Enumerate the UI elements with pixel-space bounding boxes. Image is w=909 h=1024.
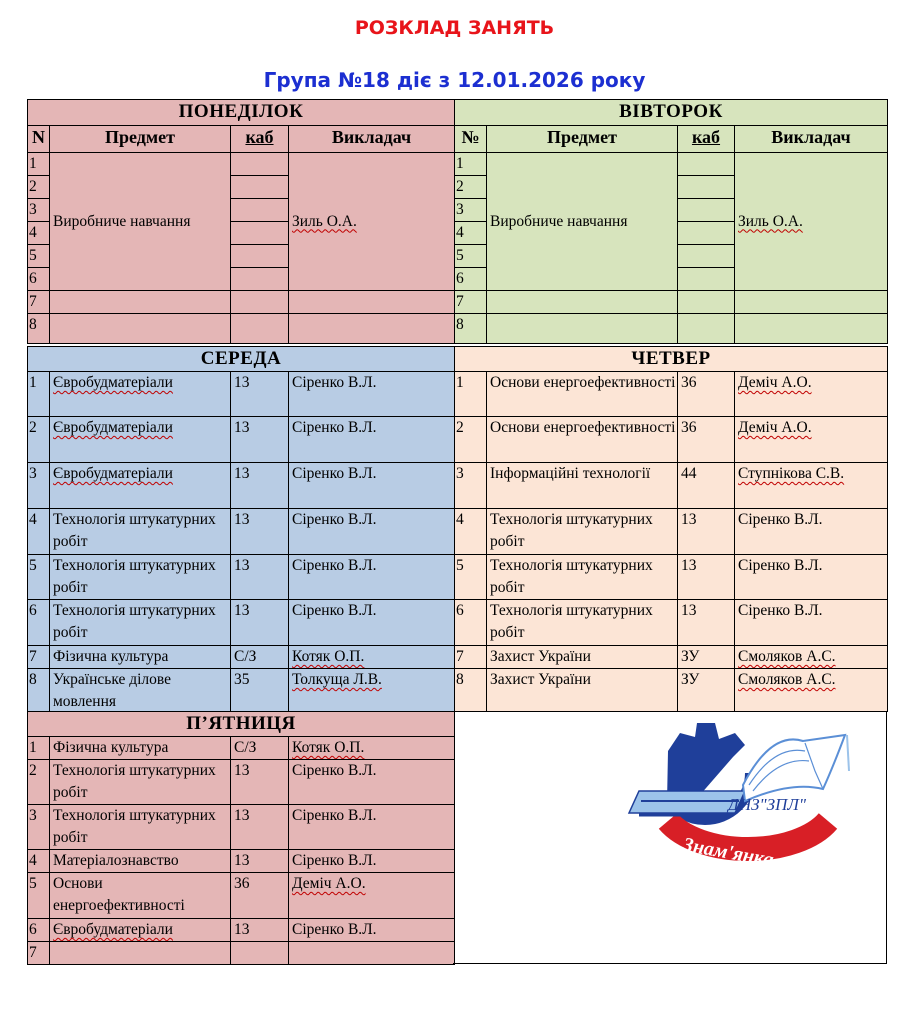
lesson-room: 13 [231, 850, 289, 873]
lesson-number: 8 [28, 669, 50, 714]
lesson-number: 6 [455, 600, 487, 646]
lesson-teacher: Сіренко В.Л. [289, 555, 455, 600]
lesson-teacher: Сіренко В.Л. [289, 509, 455, 555]
wednesday-table [27, 346, 455, 714]
lesson-number: 3 [28, 463, 50, 509]
lesson-subject: Євробудматеріали [50, 463, 231, 509]
lesson-room [678, 176, 735, 199]
lesson-room: 36 [231, 873, 289, 919]
lesson-room: 36 [678, 372, 735, 417]
school-logo [453, 711, 887, 964]
lesson-number: 7 [455, 291, 487, 314]
lesson-number: 4 [455, 222, 487, 245]
lesson-number: 4 [28, 222, 50, 245]
lesson-subject: Євробудматеріали [50, 372, 231, 417]
lesson-room [231, 176, 289, 199]
lesson-number: 7 [28, 646, 50, 669]
lesson-room: 13 [231, 417, 289, 463]
lesson-room: 13 [678, 600, 735, 646]
col-num-header: N [28, 126, 50, 153]
lesson-room: 13 [231, 372, 289, 417]
lesson-number: 6 [28, 268, 50, 291]
tuesday-table [454, 99, 888, 344]
lesson-room [678, 222, 735, 245]
lesson-teacher: Сіренко В.Л. [735, 600, 888, 646]
lesson-room: ЗУ [678, 669, 735, 712]
lesson-teacher: Сіренко В.Л. [289, 417, 455, 463]
lesson-subject: Основи енергоефективності [487, 372, 678, 417]
lesson-number: 1 [455, 372, 487, 417]
thursday-header: ЧЕТВЕР [455, 347, 888, 372]
lesson-subject: Українське ділове мовлення [50, 669, 231, 714]
lesson-subject: Виробниче навчання [487, 153, 678, 291]
tuesday-header: ВІВТОРОК [455, 100, 888, 126]
lesson-room: ЗУ [678, 646, 735, 669]
thursday-table [454, 346, 888, 712]
svg-text:Знам'янка: Знам'янка [681, 833, 776, 872]
ring-emblem [668, 821, 828, 871]
lesson-number: 2 [28, 176, 50, 199]
lesson-teacher: Сіренко В.Л. [289, 600, 455, 646]
lesson-number: 4 [28, 850, 50, 873]
lesson-subject: Захист України [487, 646, 678, 669]
lesson-subject: Євробудматеріали [50, 919, 231, 942]
lesson-room [678, 153, 735, 176]
lesson-number: 1 [455, 153, 487, 176]
lesson-room: 13 [231, 919, 289, 942]
lesson-room: 35 [231, 669, 289, 714]
lesson-teacher: Ступнікова С.В. [735, 463, 888, 509]
col-room-header: каб [231, 126, 289, 153]
lesson-teacher: Сіренко В.Л. [735, 509, 888, 555]
lesson-teacher: Сіренко В.Л. [289, 760, 455, 805]
lesson-teacher: Зиль О.А. [289, 153, 455, 291]
lesson-teacher: Зиль О.А. [735, 153, 888, 291]
lesson-subject: Захист України [487, 669, 678, 712]
lesson-room [231, 942, 289, 965]
lesson-subject [50, 942, 231, 965]
lesson-teacher: Смоляков А.С. [735, 646, 888, 669]
lesson-teacher: Сіренко В.Л. [289, 850, 455, 873]
lesson-number: 6 [28, 919, 50, 942]
col-subject-header: Предмет [487, 126, 678, 153]
lesson-subject: Основи енергоефективності [487, 417, 678, 463]
lesson-room: С/З [231, 737, 289, 760]
lesson-room: 13 [231, 463, 289, 509]
lesson-room: 13 [231, 600, 289, 646]
lesson-teacher: Сіренко В.Л. [289, 805, 455, 850]
lesson-room [231, 222, 289, 245]
lesson-subject: Технологія штукатурних робіт [487, 555, 678, 600]
lesson-subject: Технологія штукатурних робіт [50, 600, 231, 646]
monday-header: ПОНЕДІЛОК [28, 100, 455, 126]
book-icon [743, 735, 849, 801]
lesson-number: 2 [28, 760, 50, 805]
lesson-number: 3 [28, 805, 50, 850]
lesson-number: 3 [28, 199, 50, 222]
lesson-subject: Технологія штукатурних робіт [487, 509, 678, 555]
lesson-room [678, 245, 735, 268]
lesson-subject: Євробудматеріали [50, 417, 231, 463]
col-num-header: № [455, 126, 487, 153]
lesson-number: 7 [455, 646, 487, 669]
lesson-room: 13 [678, 509, 735, 555]
lesson-number: 4 [28, 509, 50, 555]
col-subject-header: Предмет [50, 126, 231, 153]
lesson-number: 1 [28, 372, 50, 417]
lesson-teacher: Деміч А.О. [735, 372, 888, 417]
lesson-number: 7 [28, 942, 50, 965]
lesson-subject: Інформаційні технології [487, 463, 678, 509]
lesson-room: С/З [231, 646, 289, 669]
lesson-number: 8 [455, 314, 487, 344]
lesson-number: 5 [28, 555, 50, 600]
friday-header: П’ЯТНИЦЯ [28, 712, 455, 737]
lesson-subject: Виробниче навчання [50, 153, 231, 291]
lesson-number: 4 [455, 509, 487, 555]
lesson-teacher: Деміч А.О. [735, 417, 888, 463]
lesson-room: 13 [231, 555, 289, 600]
lesson-room: 44 [678, 463, 735, 509]
page-title: РОЗКЛАД ЗАНЯТЬ [354, 17, 555, 39]
col-teacher-header: Викладач [289, 126, 455, 153]
lesson-room [678, 268, 735, 291]
lesson-number: 5 [455, 555, 487, 600]
lesson-room [231, 199, 289, 222]
lesson-number: 2 [455, 176, 487, 199]
lesson-room [231, 153, 289, 176]
lesson-subject: Технологія штукатурних робіт [50, 805, 231, 850]
lesson-subject: Технологія штукатурних робіт [50, 509, 231, 555]
lesson-subject: Технологія штукатурних робіт [487, 600, 678, 646]
lesson-number: 3 [455, 463, 487, 509]
lesson-subject: Технологія штукатурних робіт [50, 555, 231, 600]
lesson-number: 8 [455, 669, 487, 712]
lesson-room: 13 [231, 760, 289, 805]
lesson-teacher: Сіренко В.Л. [289, 372, 455, 417]
lesson-teacher: Сіренко В.Л. [289, 919, 455, 942]
wednesday-header: СЕРЕДА [28, 347, 455, 372]
lesson-subject: Матеріалознавство [50, 850, 231, 873]
lesson-subject: Технологія штукатурних робіт [50, 760, 231, 805]
lesson-teacher: Сіренко В.Л. [735, 555, 888, 600]
monday-table [27, 99, 455, 344]
lesson-teacher: Котяк О.П. [289, 737, 455, 760]
lesson-subject: Фізична культура [50, 737, 231, 760]
lesson-number: 1 [28, 737, 50, 760]
lesson-number: 7 [28, 291, 50, 314]
lesson-teacher: Котяк О.П. [289, 646, 455, 669]
lesson-room [231, 245, 289, 268]
lesson-number: 8 [28, 314, 50, 344]
lesson-number: 2 [455, 417, 487, 463]
lesson-teacher: Толкуща Л.В. [289, 669, 455, 714]
friday-table [27, 711, 455, 965]
lesson-number: 5 [455, 245, 487, 268]
lesson-room [678, 199, 735, 222]
lesson-teacher: Сіренко В.Л. [289, 463, 455, 509]
lesson-room: 36 [678, 417, 735, 463]
lesson-number: 6 [455, 268, 487, 291]
col-room-header: каб [678, 126, 735, 153]
lesson-number: 1 [28, 153, 50, 176]
lesson-number: 2 [28, 417, 50, 463]
lesson-number: 3 [455, 199, 487, 222]
lesson-teacher: Смоляков А.С. [735, 669, 888, 712]
lesson-room [231, 268, 289, 291]
lesson-teacher: Деміч А.О. [289, 873, 455, 919]
lesson-room: 13 [231, 805, 289, 850]
lesson-number: 5 [28, 873, 50, 919]
lesson-number: 6 [28, 600, 50, 646]
col-teacher-header: Викладач [735, 126, 888, 153]
page-subtitle: Група №18 діє з 12.01.2026 року [263, 68, 646, 92]
lesson-room: 13 [231, 509, 289, 555]
lesson-subject: Основи енергоефективності [50, 873, 231, 919]
lesson-room: 13 [678, 555, 735, 600]
lesson-subject: Фізична культура [50, 646, 231, 669]
lesson-number: 5 [28, 245, 50, 268]
logo-abbreviation: ДНЗ"ЗПЛ" [728, 795, 806, 814]
lesson-teacher [289, 942, 455, 965]
